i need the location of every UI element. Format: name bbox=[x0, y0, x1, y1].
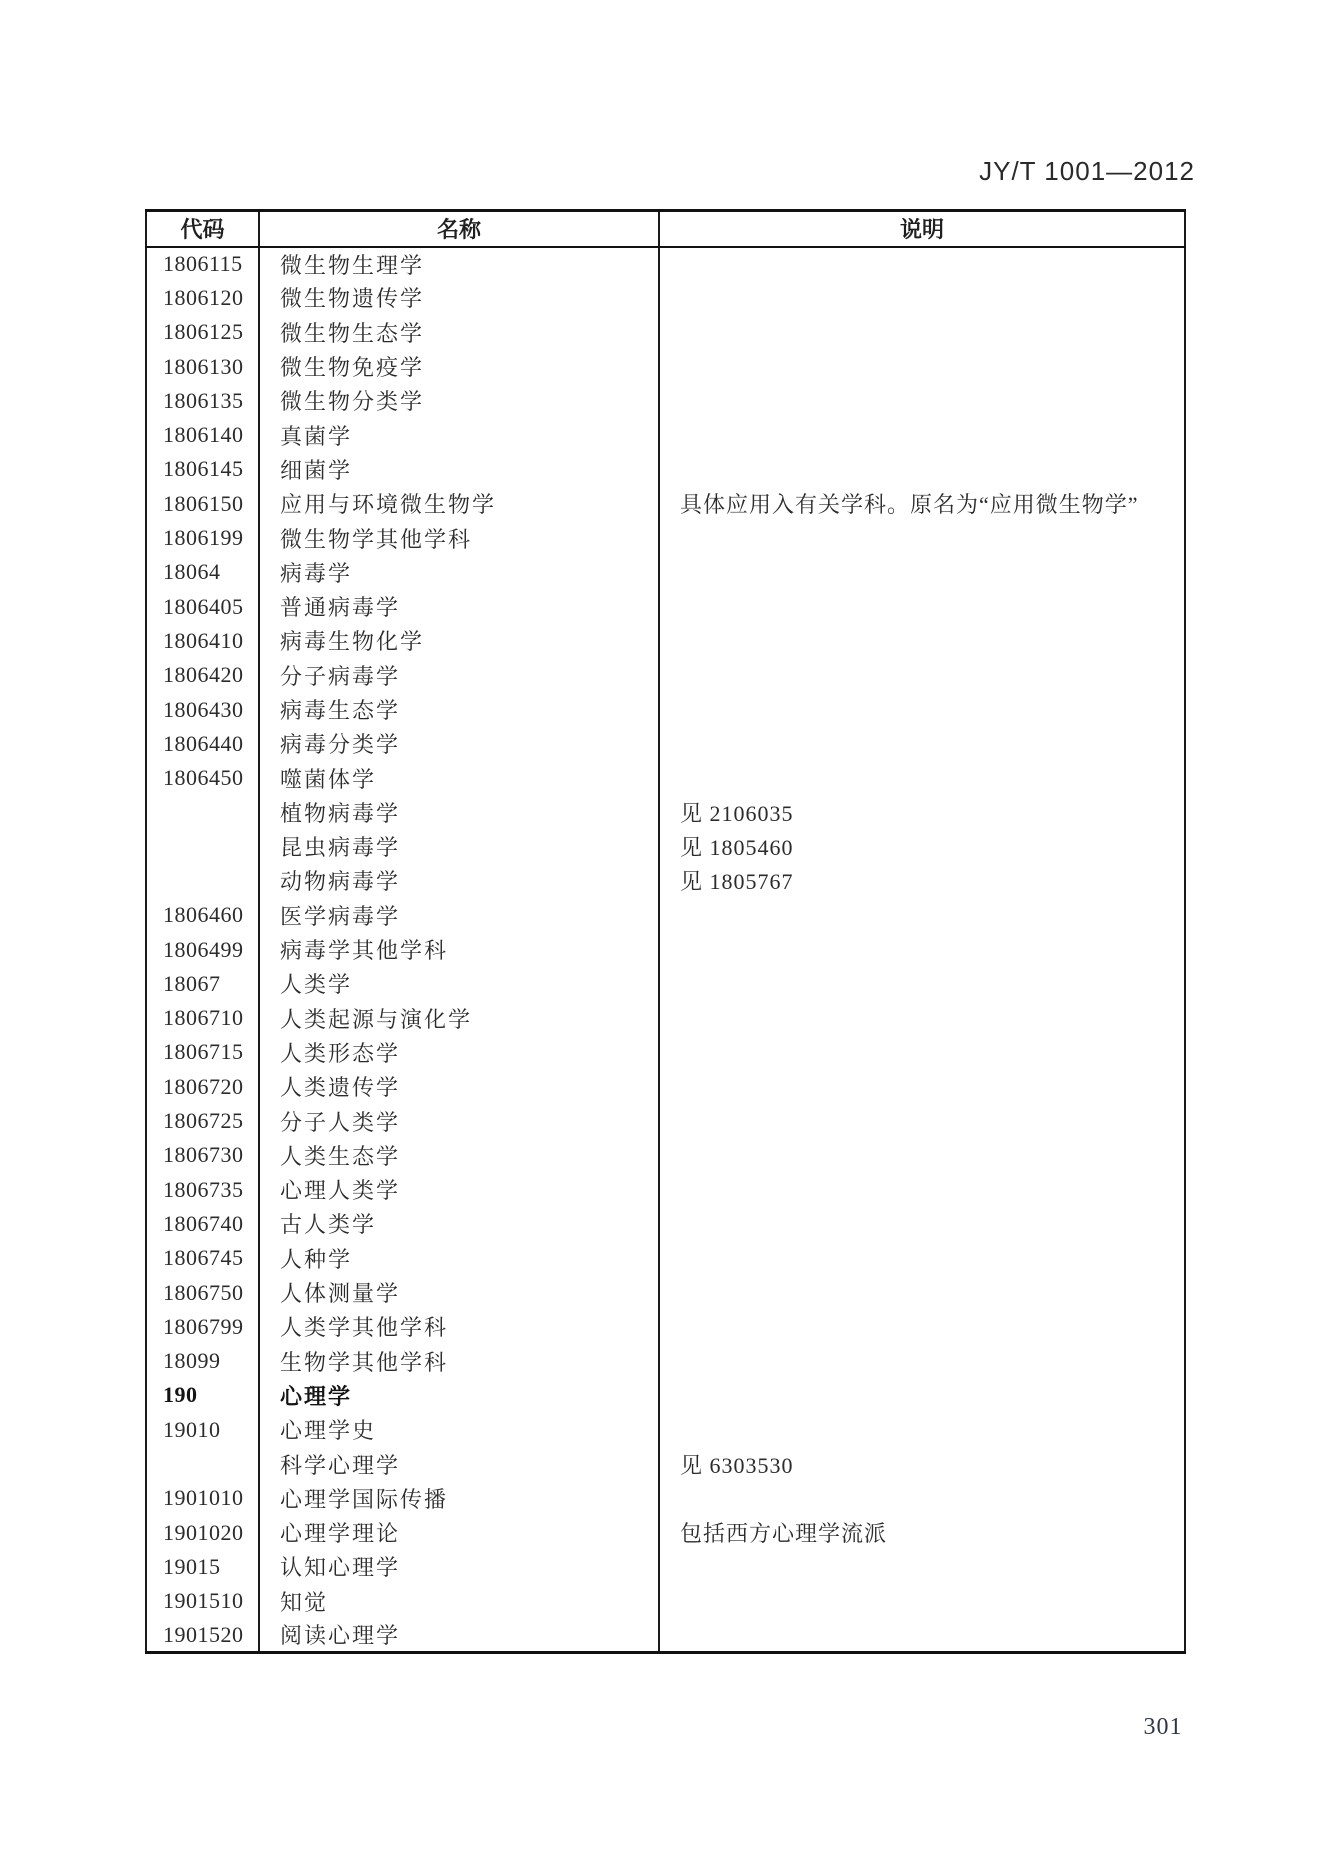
table-row bbox=[146, 1275, 1185, 1309]
name-cell: 昆虫病毒学 bbox=[259, 830, 659, 864]
name-cell: 病毒分类学 bbox=[259, 727, 659, 761]
code-cell bbox=[146, 864, 259, 898]
name-cell: 噬菌体学 bbox=[259, 761, 659, 795]
column-header-name: 名称 bbox=[259, 211, 659, 247]
table-row bbox=[146, 932, 1185, 966]
code-cell bbox=[146, 830, 259, 864]
code-cell: 1806440 bbox=[146, 727, 259, 761]
table-row bbox=[146, 658, 1185, 692]
table-row bbox=[146, 247, 1185, 281]
desc-cell bbox=[659, 1413, 1185, 1447]
desc-cell bbox=[659, 1275, 1185, 1309]
desc-cell bbox=[659, 1207, 1185, 1241]
name-cell: 人类生态学 bbox=[259, 1138, 659, 1172]
table-row bbox=[146, 830, 1185, 864]
code-cell: 18067 bbox=[146, 967, 259, 1001]
desc-cell bbox=[659, 349, 1185, 383]
column-header-code: 代码 bbox=[146, 211, 259, 247]
code-cell: 18064 bbox=[146, 555, 259, 589]
code-cell: 1806130 bbox=[146, 349, 259, 383]
name-cell: 病毒学 bbox=[259, 555, 659, 589]
code-cell: 1806710 bbox=[146, 1001, 259, 1035]
table-row bbox=[146, 521, 1185, 555]
table-header-row bbox=[146, 211, 1185, 247]
code-cell: 19010 bbox=[146, 1413, 259, 1447]
desc-cell bbox=[659, 1104, 1185, 1138]
name-cell: 阅读心理学 bbox=[259, 1618, 659, 1652]
desc-cell: 包括西方心理学流派 bbox=[659, 1515, 1185, 1549]
name-cell: 微生物生态学 bbox=[259, 315, 659, 349]
code-cell: 1806750 bbox=[146, 1275, 259, 1309]
name-cell: 病毒生态学 bbox=[259, 692, 659, 726]
desc-cell bbox=[659, 281, 1185, 315]
name-cell: 应用与环境微生物学 bbox=[259, 487, 659, 521]
desc-cell bbox=[659, 521, 1185, 555]
code-cell: 18099 bbox=[146, 1344, 259, 1378]
table-row bbox=[146, 1207, 1185, 1241]
desc-cell: 见 2106035 bbox=[659, 795, 1185, 829]
name-cell: 分子人类学 bbox=[259, 1104, 659, 1138]
name-cell: 病毒生物化学 bbox=[259, 624, 659, 658]
name-cell: 心理人类学 bbox=[259, 1173, 659, 1207]
desc-cell bbox=[659, 1550, 1185, 1584]
desc-cell bbox=[659, 1310, 1185, 1344]
code-cell: 19015 bbox=[146, 1550, 259, 1584]
desc-cell bbox=[659, 1481, 1185, 1515]
desc-cell bbox=[659, 247, 1185, 281]
table-row bbox=[146, 452, 1185, 486]
desc-cell bbox=[659, 761, 1185, 795]
table-row bbox=[146, 589, 1185, 623]
desc-cell bbox=[659, 1378, 1185, 1412]
desc-cell bbox=[659, 452, 1185, 486]
table-row bbox=[146, 1035, 1185, 1069]
table-row bbox=[146, 967, 1185, 1001]
table-row bbox=[146, 1138, 1185, 1172]
desc-cell bbox=[659, 658, 1185, 692]
code-cell: 1806150 bbox=[146, 487, 259, 521]
table-row bbox=[146, 1070, 1185, 1104]
table-row bbox=[146, 727, 1185, 761]
code-cell: 1806730 bbox=[146, 1138, 259, 1172]
name-cell: 人类起源与演化学 bbox=[259, 1001, 659, 1035]
desc-cell bbox=[659, 727, 1185, 761]
name-cell: 植物病毒学 bbox=[259, 795, 659, 829]
classification-table bbox=[145, 209, 1186, 1654]
code-cell: 1806720 bbox=[146, 1070, 259, 1104]
code-cell: 1901520 bbox=[146, 1618, 259, 1652]
name-cell: 科学心理学 bbox=[259, 1447, 659, 1481]
name-cell: 人体测量学 bbox=[259, 1275, 659, 1309]
code-cell: 1806115 bbox=[146, 247, 259, 281]
table-row bbox=[146, 418, 1185, 452]
table-row bbox=[146, 281, 1185, 315]
desc-cell bbox=[659, 1241, 1185, 1275]
name-cell: 细菌学 bbox=[259, 452, 659, 486]
code-cell: 1901020 bbox=[146, 1515, 259, 1549]
name-cell: 真菌学 bbox=[259, 418, 659, 452]
code-cell: 1806420 bbox=[146, 658, 259, 692]
table-row bbox=[146, 1618, 1185, 1652]
code-cell: 1806125 bbox=[146, 315, 259, 349]
table-row bbox=[146, 1447, 1185, 1481]
name-cell: 生物学其他学科 bbox=[259, 1344, 659, 1378]
code-cell bbox=[146, 795, 259, 829]
name-cell: 心理学 bbox=[259, 1378, 659, 1412]
code-cell: 1806145 bbox=[146, 452, 259, 486]
desc-cell bbox=[659, 1070, 1185, 1104]
name-cell: 病毒学其他学科 bbox=[259, 932, 659, 966]
desc-cell bbox=[659, 1138, 1185, 1172]
desc-cell bbox=[659, 898, 1185, 932]
code-cell: 1806140 bbox=[146, 418, 259, 452]
code-cell: 1806430 bbox=[146, 692, 259, 726]
desc-cell bbox=[659, 1584, 1185, 1618]
code-cell: 1806135 bbox=[146, 384, 259, 418]
table-row bbox=[146, 1584, 1185, 1618]
table-row bbox=[146, 1241, 1185, 1275]
table-row bbox=[146, 864, 1185, 898]
name-cell: 微生物遗传学 bbox=[259, 281, 659, 315]
name-cell: 认知心理学 bbox=[259, 1550, 659, 1584]
name-cell: 分子病毒学 bbox=[259, 658, 659, 692]
name-cell: 医学病毒学 bbox=[259, 898, 659, 932]
table-row bbox=[146, 1001, 1185, 1035]
column-header-desc: 说明 bbox=[659, 211, 1185, 247]
table-row bbox=[146, 898, 1185, 932]
table-row bbox=[146, 315, 1185, 349]
code-cell: 1901010 bbox=[146, 1481, 259, 1515]
code-cell: 1806120 bbox=[146, 281, 259, 315]
table-row bbox=[146, 624, 1185, 658]
table-row bbox=[146, 1481, 1185, 1515]
name-cell: 心理学国际传播 bbox=[259, 1481, 659, 1515]
code-cell: 1806715 bbox=[146, 1035, 259, 1069]
table-row bbox=[146, 761, 1185, 795]
name-cell: 动物病毒学 bbox=[259, 864, 659, 898]
table-row bbox=[146, 349, 1185, 383]
table-row bbox=[146, 1515, 1185, 1549]
table-header bbox=[146, 211, 1185, 247]
table-row bbox=[146, 1310, 1185, 1344]
name-cell: 微生物分类学 bbox=[259, 384, 659, 418]
table-row bbox=[146, 795, 1185, 829]
name-cell: 普通病毒学 bbox=[259, 589, 659, 623]
name-cell: 人类形态学 bbox=[259, 1035, 659, 1069]
table-row bbox=[146, 1173, 1185, 1207]
desc-cell: 见 1805767 bbox=[659, 864, 1185, 898]
code-cell: 1806745 bbox=[146, 1241, 259, 1275]
desc-cell bbox=[659, 624, 1185, 658]
code-cell: 1806799 bbox=[146, 1310, 259, 1344]
desc-cell bbox=[659, 384, 1185, 418]
table-row bbox=[146, 487, 1185, 521]
desc-cell bbox=[659, 932, 1185, 966]
table-row bbox=[146, 1413, 1185, 1447]
table-body bbox=[146, 247, 1185, 1653]
desc-cell bbox=[659, 692, 1185, 726]
name-cell: 人类遗传学 bbox=[259, 1070, 659, 1104]
name-cell: 心理学理论 bbox=[259, 1515, 659, 1549]
table-row bbox=[146, 1378, 1185, 1412]
desc-cell bbox=[659, 555, 1185, 589]
desc-cell: 见 6303530 bbox=[659, 1447, 1185, 1481]
desc-cell bbox=[659, 589, 1185, 623]
code-cell: 1806410 bbox=[146, 624, 259, 658]
code-cell bbox=[146, 1447, 259, 1481]
name-cell: 人类学其他学科 bbox=[259, 1310, 659, 1344]
code-cell: 1806740 bbox=[146, 1207, 259, 1241]
desc-cell bbox=[659, 967, 1185, 1001]
desc-cell bbox=[659, 418, 1185, 452]
code-cell: 1806725 bbox=[146, 1104, 259, 1138]
name-cell: 微生物学其他学科 bbox=[259, 521, 659, 555]
name-cell: 知觉 bbox=[259, 1584, 659, 1618]
page-number: 301 bbox=[1143, 1714, 1183, 1740]
code-cell: 1901510 bbox=[146, 1584, 259, 1618]
code-cell: 1806499 bbox=[146, 932, 259, 966]
table-row bbox=[146, 692, 1185, 726]
table-row bbox=[146, 555, 1185, 589]
name-cell: 古人类学 bbox=[259, 1207, 659, 1241]
table-row bbox=[146, 384, 1185, 418]
desc-cell: 具体应用入有关学科。原名为“应用微生物学” bbox=[659, 487, 1185, 521]
code-cell: 1806405 bbox=[146, 589, 259, 623]
desc-cell bbox=[659, 315, 1185, 349]
name-cell: 心理学史 bbox=[259, 1413, 659, 1447]
standard-code-header: JY/T 1001—2012 bbox=[979, 156, 1195, 186]
desc-cell bbox=[659, 1344, 1185, 1378]
code-cell: 1806735 bbox=[146, 1173, 259, 1207]
name-cell: 微生物免疫学 bbox=[259, 349, 659, 383]
name-cell: 人类学 bbox=[259, 967, 659, 1001]
code-cell: 1806460 bbox=[146, 898, 259, 932]
code-cell: 1806450 bbox=[146, 761, 259, 795]
name-cell: 人种学 bbox=[259, 1241, 659, 1275]
code-cell: 190 bbox=[146, 1378, 259, 1412]
desc-cell bbox=[659, 1035, 1185, 1069]
code-cell: 1806199 bbox=[146, 521, 259, 555]
table-row bbox=[146, 1550, 1185, 1584]
name-cell: 微生物生理学 bbox=[259, 247, 659, 281]
desc-cell bbox=[659, 1618, 1185, 1652]
desc-cell bbox=[659, 1173, 1185, 1207]
table-row bbox=[146, 1104, 1185, 1138]
desc-cell: 见 1805460 bbox=[659, 830, 1185, 864]
table-row bbox=[146, 1344, 1185, 1378]
desc-cell bbox=[659, 1001, 1185, 1035]
